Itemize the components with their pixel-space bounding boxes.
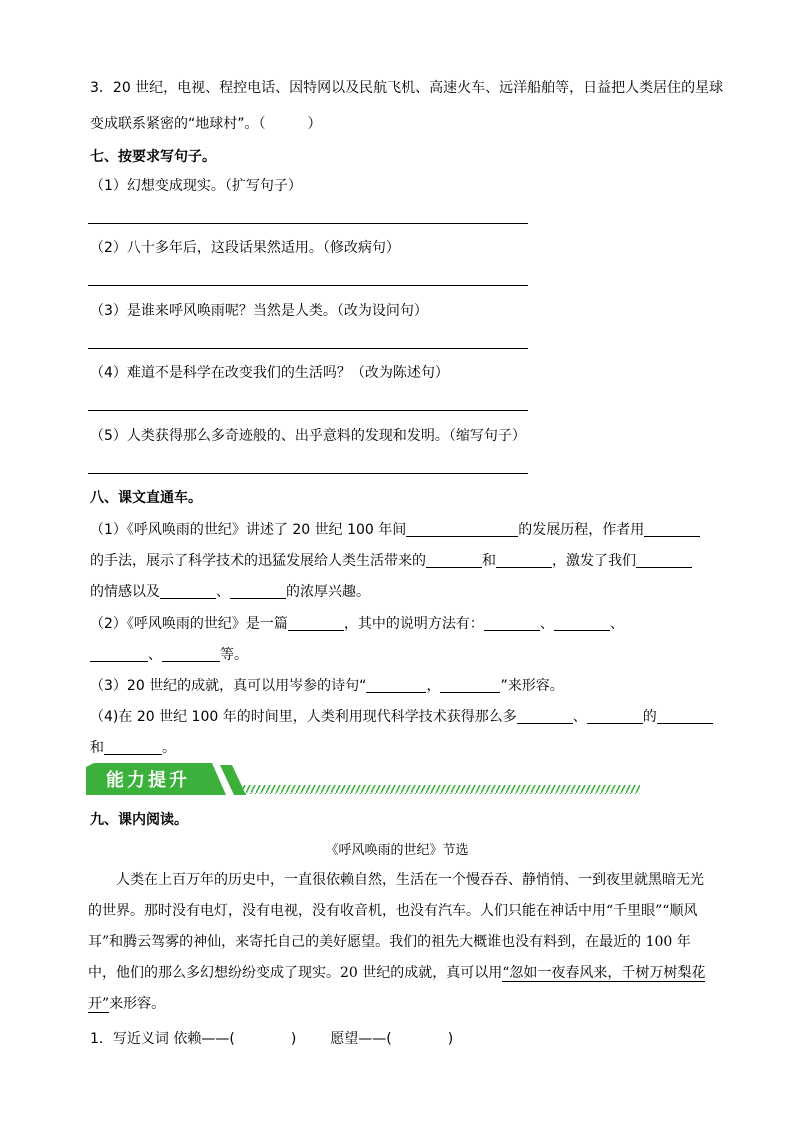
section8-title: 八、课文直通车。 — [90, 490, 202, 506]
blank[interactable] — [162, 645, 220, 662]
s8-text: （1）《呼风唤雨的世纪》讲述了 20 世纪 100 年间 — [90, 522, 407, 538]
s8-text: ，激发了我们 — [552, 553, 636, 569]
s7-answer-line-2[interactable] — [88, 285, 528, 286]
s8-text: 的 — [642, 709, 657, 725]
blank[interactable] — [406, 520, 518, 537]
s7-answer-line-5[interactable] — [88, 473, 528, 474]
s8-text: 的发展历程，作者用 — [518, 522, 645, 538]
s8-text: （3）20 世纪的成就，真可以用岑参的诗句“ — [90, 678, 367, 694]
blank[interactable] — [230, 582, 286, 599]
s8-text: 、 — [216, 584, 230, 600]
q1-synonym-1: 1．写近义词 依赖——( ) — [90, 1031, 297, 1047]
s8-line-1 — [90, 520, 700, 540]
ability-banner — [86, 763, 642, 797]
blank[interactable] — [636, 551, 692, 568]
s7-answer-line-3[interactable] — [88, 348, 528, 349]
q3-line2: 变成联系紧密的“地球村”。（ ） — [90, 116, 322, 132]
s8-text: 、 — [609, 616, 624, 632]
s8-text: 的手法，展示了科学技术的迅猛发展给人类生活带来的 — [90, 553, 426, 569]
blank[interactable] — [366, 676, 426, 693]
blank[interactable] — [440, 676, 500, 693]
s8-text: 。 — [162, 740, 176, 756]
passage-body — [88, 865, 706, 1020]
blank[interactable] — [160, 582, 216, 599]
passage-title: 《呼风唤雨的世纪》节选 — [325, 843, 469, 858]
s8-text: 等。 — [220, 647, 248, 663]
s8-text: 的情感以及 — [90, 584, 160, 600]
passage-text: 人类在上百万年的历史中，一直很依赖自然，生活在一个慢吞吞、静悄悄、一到夜里就黑暗无光的世界。那时没有电灯，没有电视，没有收音机，也没有汽车。人们只能在神话中用“千里眼”“顺风耳”和腾云驾雾的神仙，来寄托自己的美好愿望。我们的祖先大概谁也没有料到，在最近的 100 年中，他们的那么多幻想纷纷变成了现实。20 世纪的成就，真可以用 — [88, 872, 704, 981]
s8-line-2 — [90, 551, 692, 571]
blank[interactable] — [90, 645, 148, 662]
s8-text: 和 — [90, 740, 104, 756]
s8-text: ， — [426, 678, 441, 694]
blank[interactable] — [644, 520, 700, 537]
section9-title: 九、课内阅读。 — [90, 812, 188, 828]
passage-quote: “忽如一夜春风来，千树万树梨花开” — [88, 965, 706, 1012]
blank[interactable] — [517, 707, 573, 724]
s8-text: （4)在 20 世纪 100 年的时间里，人类利用现代科学技术获得那么多 — [90, 709, 517, 725]
s8-line-7 — [90, 707, 713, 727]
blank[interactable] — [496, 551, 552, 568]
section7-title: 七、按要求写句子。 — [90, 149, 216, 165]
banner-label: 能力提升 — [106, 770, 190, 791]
s8-line-6 — [90, 676, 564, 696]
s7-item-3: （3）是谁来呼风唤雨呢？当然是人类。（改为设问句） — [90, 303, 428, 319]
s8-text: 和 — [482, 553, 496, 569]
s8-text: 、 — [148, 647, 162, 663]
banner-graphic — [86, 763, 642, 797]
s7-answer-line-4[interactable] — [88, 410, 528, 411]
banner-hatch — [236, 785, 640, 794]
s8-line-8 — [90, 738, 176, 758]
blank[interactable] — [426, 551, 482, 568]
s8-line-3 — [90, 582, 370, 602]
s8-text: ”来形容。 — [500, 678, 564, 694]
s8-text: 、 — [572, 709, 587, 725]
s8-text: （2）《呼风唤雨的世纪》是一篇 — [90, 616, 288, 632]
s8-line-5 — [90, 645, 248, 665]
blank[interactable] — [288, 614, 344, 631]
q3-line1: 3．20 世纪，电视、程控电话、因特网以及民航飞机、高速火车、远洋船舶等，日益把人类居住的星球 — [90, 80, 724, 96]
s9-q1 — [90, 1029, 453, 1049]
blank[interactable] — [587, 707, 643, 724]
blank[interactable] — [484, 614, 540, 631]
blank[interactable] — [554, 614, 610, 631]
blank[interactable] — [657, 707, 713, 724]
s7-item-4: （4）难道不是科学在改变我们的生活吗？（改为陈述句） — [90, 365, 449, 381]
s7-item-2: （2）八十多年后，这段话果然适用。（修改病句） — [90, 240, 400, 256]
s8-text: 的浓厚兴趣。 — [286, 584, 370, 600]
s8-text: 、 — [539, 616, 554, 632]
s7-answer-line-1[interactable] — [88, 223, 528, 224]
q1-synonym-2: 愿望——( ) — [330, 1031, 454, 1047]
passage-end: 来形容。 — [109, 996, 166, 1012]
s8-text: ，其中的说明方法有： — [343, 616, 484, 632]
s7-item-5: （5）人类获得那么多奇迹般的、出乎意料的发现和发明。（缩写句子） — [90, 428, 526, 444]
s7-item-1: （1）幻想变成现实。（扩写句子） — [90, 178, 302, 194]
s8-line-4 — [90, 614, 624, 634]
blank[interactable] — [104, 738, 162, 755]
